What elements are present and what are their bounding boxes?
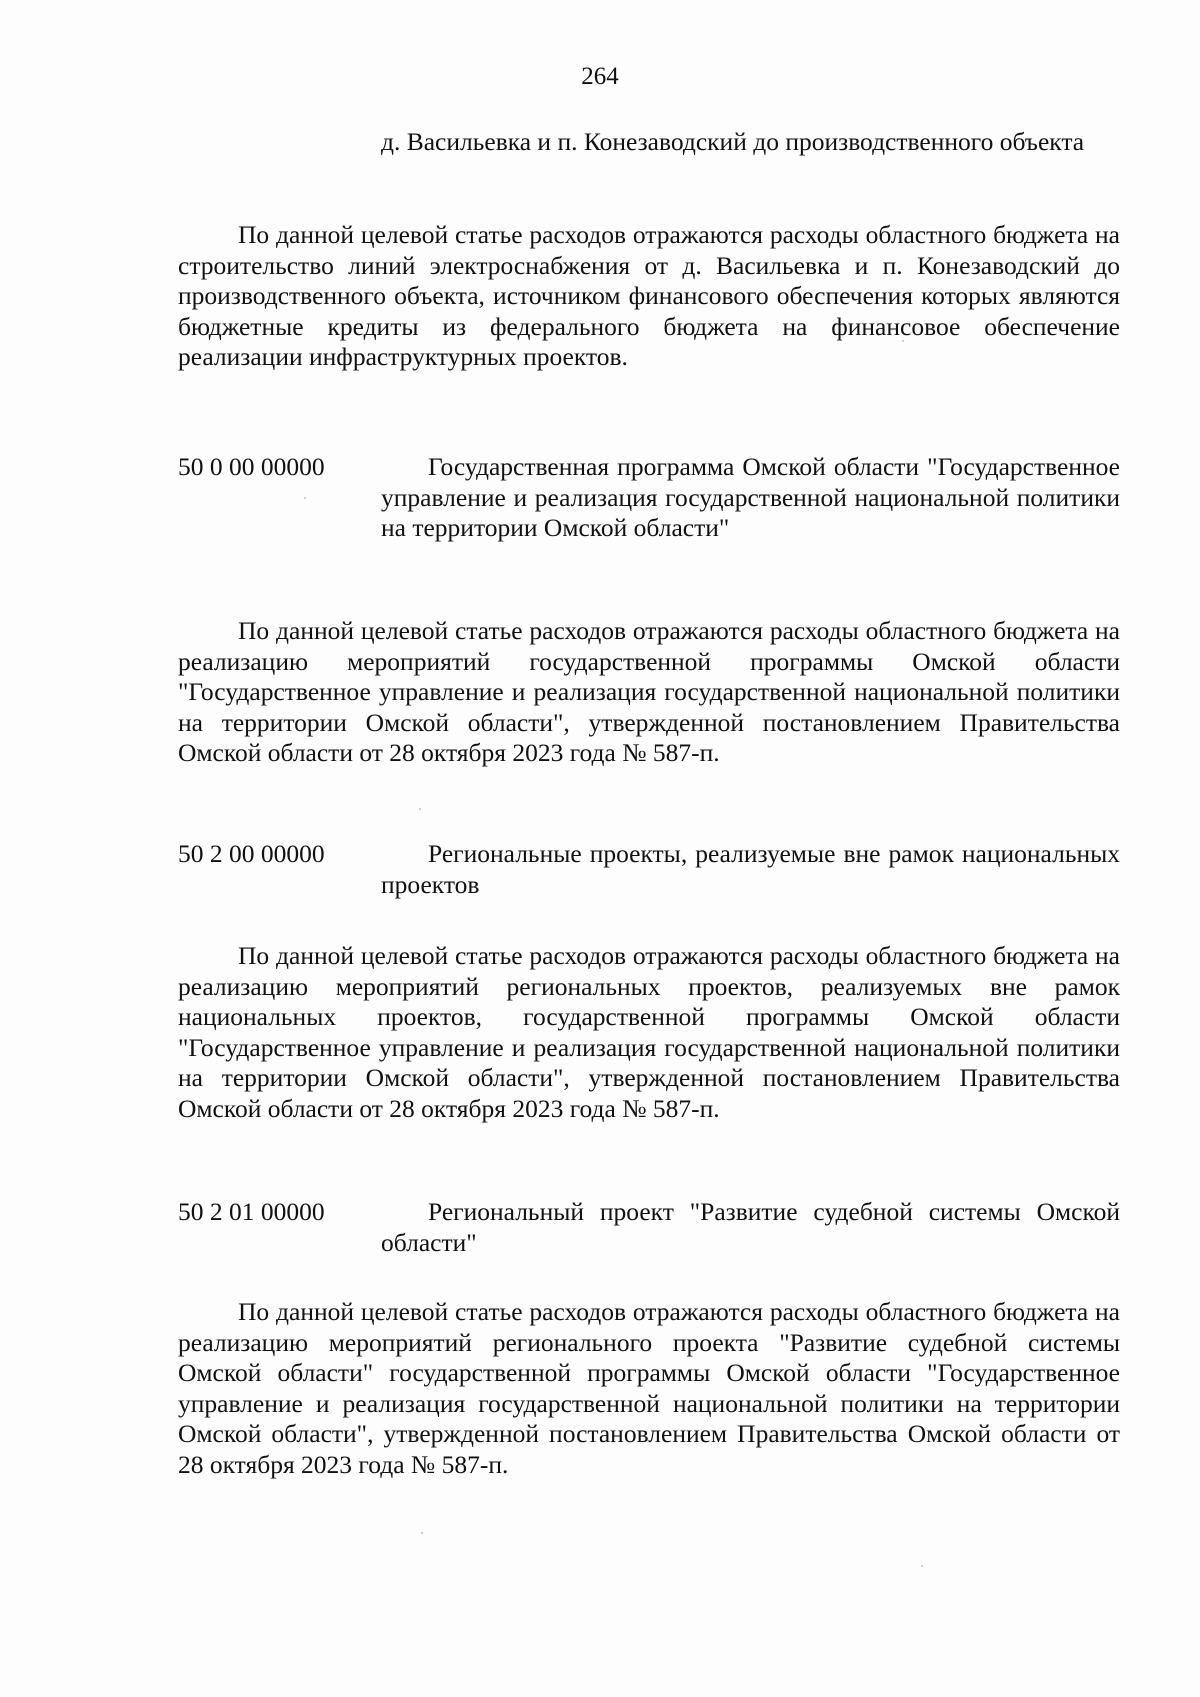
section-title: Государственная программа Омской области "Государственное управление и реализация государственной национальной политики на территории Омской области"	[381, 452, 1120, 542]
scan-speck	[421, 1532, 423, 1534]
section-description-50201000000: По данной целевой статье расходов отражаются расходы областного бюджета на реализацию мероприятий регионального проекта "Развитие судебной системы Омской области" государственной программы Омской области "Государственное управление и реализация государственной национальной политики на территории Омской области", утвержденной постановлением Правительства Омской области от 28 октября 2023 года № 587-п.	[178, 1297, 1120, 1479]
scan-speck	[902, 340, 904, 342]
paragraph-1-text: По данной целевой статье расходов отражаются расходы областного бюджета на строительство линий электроснабжения от д. Васильевка и п. Конезаводский до производственного объекта, источником финансового обеспечения которых являются бюджетные кредиты из федерального бюджета на финансовое обеспечение реализации инфраструктурных проектов.	[178, 220, 1120, 371]
section-description-50000000000: По данной целевой статье расходов отражаются расходы областного бюджета на реализацию мероприятий государственной программы Омской области "Государственное управление и реализация государственной национальной политики на территории Омской области", утвержденной постановлением Правительства Омской области от 28 октября 2023 года № 587-п.	[178, 616, 1120, 767]
section-row-50201000000	[178, 1197, 1120, 1267]
scan-speck	[304, 497, 306, 499]
section-row-50000000000	[178, 452, 1120, 582]
section-code: 50 2 01 00000	[178, 1197, 325, 1226]
scan-speck	[419, 808, 421, 810]
section-code: 50 0 00 00000	[178, 452, 325, 481]
section-title: Региональный проект "Развитие судебной системы Омской области"	[381, 1197, 1120, 1257]
continued-section-title	[381, 127, 1120, 158]
scan-speck	[921, 1565, 923, 1567]
continued-title-text: д. Васильевка и п. Конезаводский до производственного объекта	[381, 127, 1085, 156]
paragraph-1	[178, 220, 1120, 373]
section-code: 50 2 00 00000	[178, 839, 325, 868]
section-description-50200000000: По данной целевой статье расходов отражаются расходы областного бюджета на реализацию мероприятий региональных проектов, реализуемых вне рамок национальных проектов, государственной программы Омской области "Государственное управление и реализация государственной национальной политики на территории Омской области", утвержденной постановлением Правительства Омской области от 28 октября 2023 года № 587-п.	[178, 941, 1120, 1123]
section-title: Региональные проекты, реализуемые вне рамок национальных проектов	[381, 839, 1120, 899]
section-row-50200000000	[178, 839, 1120, 909]
page-number: 264	[581, 63, 619, 90]
